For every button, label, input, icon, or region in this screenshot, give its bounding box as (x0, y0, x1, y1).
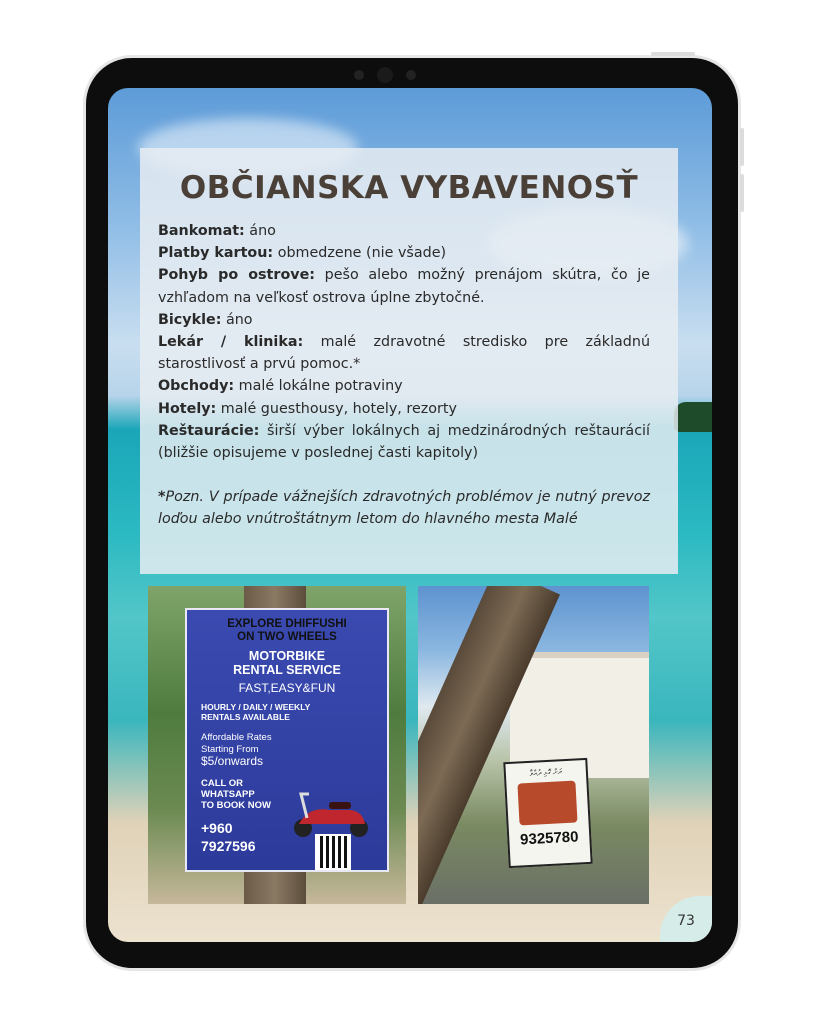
camera-icon (406, 70, 416, 80)
item-label: Platby kartou: (158, 245, 274, 262)
side-button-bottom (740, 174, 744, 212)
sign-text: WHATSAPP (201, 789, 255, 800)
page-screen (108, 88, 712, 942)
item-value: malé zdravotné stredisko pre základnú starostlivosť a prvú pomoc.* (158, 334, 651, 373)
motorbike-rental-photo (148, 586, 406, 904)
item-label: Lekár / klinika: (158, 334, 304, 351)
sign-text: TO BOOK NOW (201, 800, 272, 811)
camera-icon (377, 67, 393, 83)
island (674, 402, 712, 432)
rental-sign (185, 608, 389, 872)
golf-cart-icon (517, 781, 577, 826)
scooter-icon (289, 788, 375, 838)
sign-phone: +960 (201, 820, 233, 836)
list-item (158, 309, 650, 331)
item-value: áno (244, 223, 276, 239)
sign-text: Starting From (201, 744, 259, 755)
sign-text: FAST,EASY&FUN (238, 681, 336, 695)
item-label: Pohyb po ostrove: (158, 267, 315, 284)
list-item (158, 242, 650, 264)
list-item (158, 375, 650, 397)
sign-text: EXPLORE DHIFFUSHI (227, 618, 347, 630)
golf-cart-rental-photo (418, 586, 649, 904)
item-label: Bicykle: (158, 311, 222, 328)
page-number: 73 (660, 896, 712, 942)
sign-header: ރަށް ގޮޅި ދުއްވާ (529, 767, 563, 778)
footnote-star: * (158, 489, 166, 506)
list-item (158, 420, 650, 464)
item-label: Obchody: (158, 378, 235, 395)
qr-code (315, 834, 351, 870)
sign-text: Affordable Rates (201, 732, 272, 743)
amenities-list (158, 220, 650, 531)
info-panel (140, 148, 678, 574)
item-label: Hotely: (158, 400, 217, 417)
tablet-frame (86, 58, 738, 968)
item-value: áno (221, 311, 253, 328)
footnote (158, 486, 650, 530)
camera-icon (354, 70, 364, 80)
item-value: obmedzene (nie všade) (273, 245, 447, 262)
item-label: Bankomat: (158, 223, 245, 239)
cart-rental-sign (503, 758, 592, 868)
sign-text: HOURLY / DAILY / WEEKLY (201, 702, 311, 712)
item-value: širší výber lokálnych aj medzinárodných reštaurácií (bližšie opisujeme v poslednej časti kapitoly) (158, 422, 650, 462)
sign-text: RENTAL SERVICE (233, 663, 341, 677)
list-item (158, 398, 650, 420)
list-item (158, 331, 650, 375)
item-label: Reštaurácie: (158, 422, 260, 439)
sign-text: CALL OR (201, 778, 244, 789)
sign-phone: 7927596 (201, 838, 256, 854)
footnote-text: Pozn. V prípade vážnejších zdravotných problémov je nutný prevoz loďou alebo vnútroštátnym letom do hlavného mesta Malé (158, 489, 650, 528)
list-item (158, 264, 650, 308)
side-button-top (740, 128, 744, 166)
sign-phone: 9325780 (519, 828, 579, 849)
item-value: pešo alebo možný prenájom skútra, čo je vzhľadom na veľkosť ostrova úplne zbytočné. (158, 267, 650, 306)
sign-text: MOTORBIKE (248, 649, 326, 663)
sign-text: ON TWO WHEELS (237, 631, 337, 643)
item-value: malé guesthousy, hotely, rezorty (216, 400, 457, 417)
list-item (158, 220, 650, 242)
volume-button (651, 52, 695, 56)
item-value: malé lokálne potraviny (234, 378, 403, 395)
sign-text: RENTALS AVAILABLE (201, 712, 290, 722)
page-title: OBČIANSKA VYBAVENOSŤ (179, 170, 639, 206)
sign-text: $5/onwards (201, 754, 264, 768)
